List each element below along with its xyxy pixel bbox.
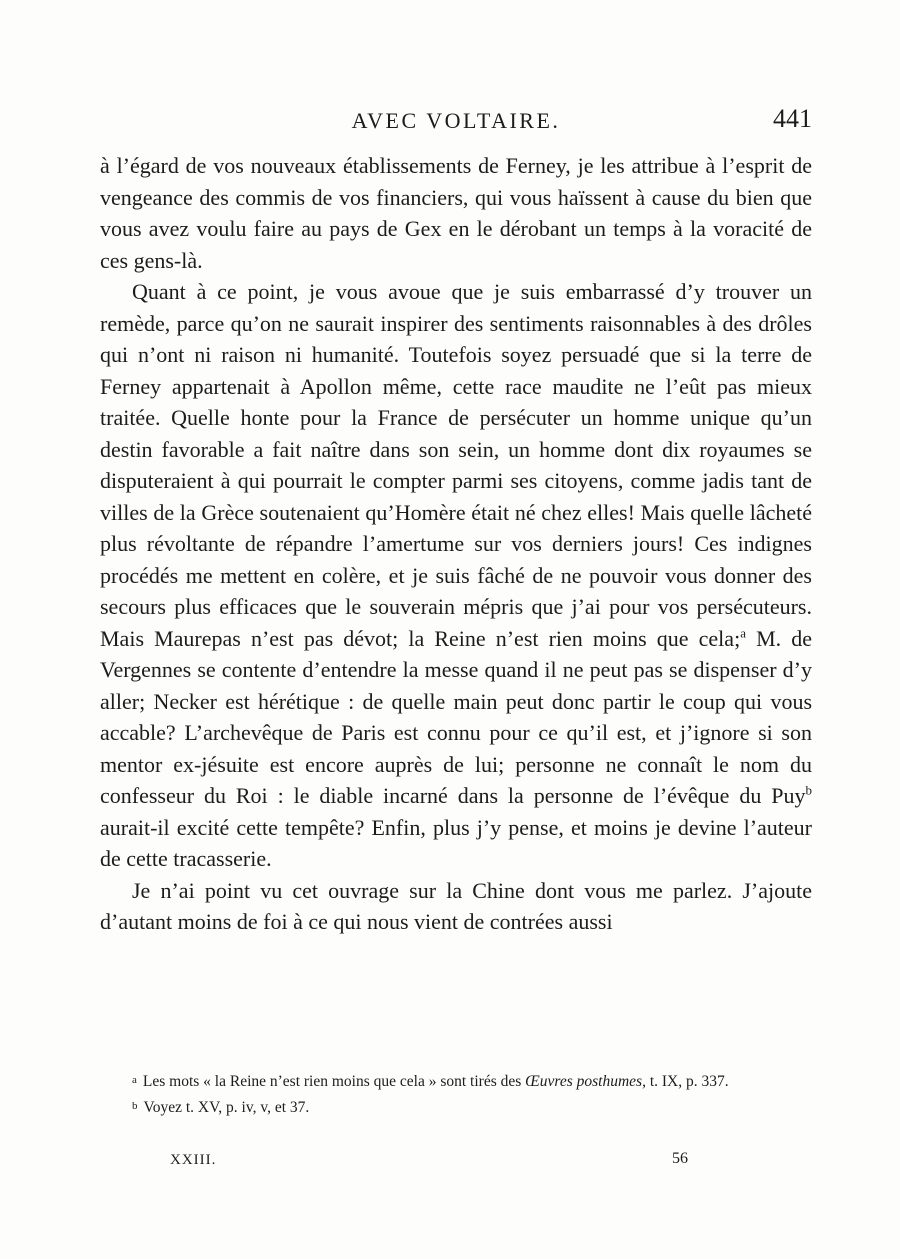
paragraph-3: Je n’ai point vu cet ouvrage sur la Chine dont vous me parlez. J’ajoute d’autant moins de foi à ce qui nous vient de contrées aussi [100,877,812,934]
paragraph-2-part-a: Quant à ce point, je vous avoue que je suis embarrassé d’y trouver un remède, parce qu’on ne saurait inspirer des sentiments raisonnables à des drôles qui n’ont ni raison ni humanité. Toutefois soyez persuadé que si la terre de Ferney appartenait à Apollon même, cette race maudite ne l’eût pas mieux traitée. Quelle honte pour la France de persécuter un homme unique qu’un destin favorable a fait naître dans son sein, un homme dont dix royaumes se disputeraient à qui pourrait le compter parmi ses citoyens, comme jadis tant de villes de la Grèce soutenaient qu’Homère était né chez elles! Mais quelle lâcheté plus révoltante de répandre l’amertume sur vos derniers jours! Ces indignes procédés me mettent en colère, et je suis fâché de ne pouvoir vous donner des secours plus efficaces que le souverain mépris que j’ai pour vos persécuteurs. Mais Maurepas n’est pas dévot; la Reine n’est rien moins que cela; [100,279,812,651]
paragraph-2-part-b: M. de Vergennes se contente d’entendre la messe quand il ne peut pas se dispenser d’y aller; Necker est hérétique : de quelle main peut donc partir le coup qui vous accable? L’archevêque de Paris est connu pour ce qu’il est, et j’ignore si son mentor ex-jésuite est encore auprès de lui; personne ne connaît le nom du confesseur du Roi : le diable incarné dans la personne de l’évêque du Puy [100,625,812,808]
footnote-b-marker: b [132,1100,138,1112]
page-number: 441 [773,104,812,133]
body-text [100,150,812,938]
footnote-a-text: Les mots « la Reine n’est rien moins que cela » sont tirés des [142,1073,526,1090]
footnote-ref-a: a [740,625,746,641]
footnote-a-title: Œuvres posthumes [525,1073,643,1090]
footnote-a-end: , t. IX, p. 337. [642,1073,729,1090]
footnotes [100,1068,812,1120]
footnote-b [100,1094,812,1120]
footnote-b-text: Voyez t. XV, p. iv, v, et 37. [143,1099,310,1116]
footnote-ref-b: b [805,782,812,798]
paragraph-1: à l’égard de vos nouveaux établissements de Ferney, je les attribue à l’esprit de vengeance des commis de vos financiers, qui vous haïssent à cause du bien que vous avez voulu faire au pays de Gex en le dérobant un temps à la voracité de ces gens-là. [100,153,812,273]
running-title: AVEC VOLTAIRE. [351,108,561,133]
page-header [100,104,812,148]
paragraph-2 [100,276,812,875]
sheet-number: 56 [672,1150,688,1167]
paragraph-2-part-c: aurait-il excité cette tempête? Enfin, plus j’y pense, et moins je devine l’auteur de cette tracasserie. [100,814,812,871]
footnote-a [100,1068,812,1094]
signature-mark: XXIII. [170,1152,217,1168]
footnote-a-marker: a [132,1074,137,1086]
